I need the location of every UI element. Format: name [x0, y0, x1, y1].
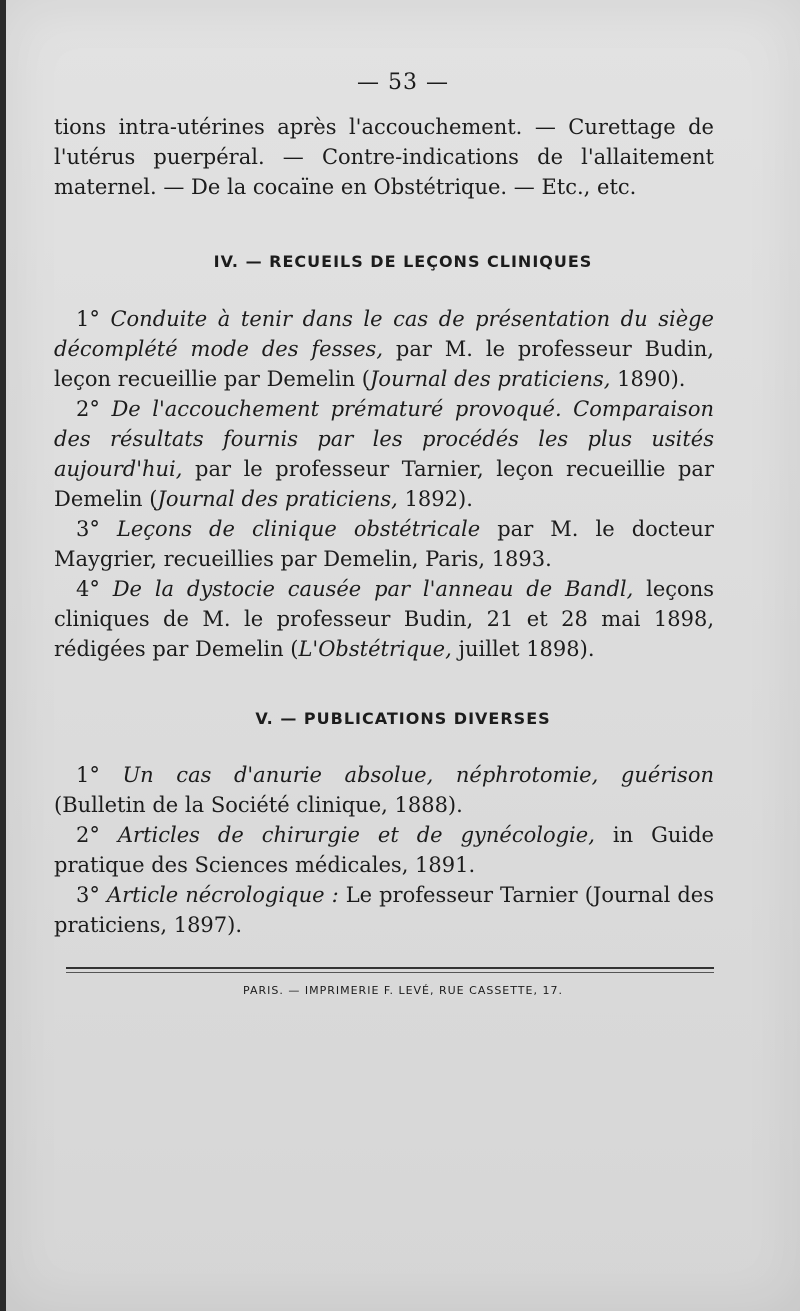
section-v-list: [54, 760, 714, 940]
item-title: Conduite à tenir dans le cas de présentation du siège décomplété mode des fesses,: [54, 307, 714, 361]
section-iv-heading: IV. — RECUEILS DE LEÇONS CLINIQUES: [213, 252, 593, 271]
item-text: in Guide pratique des Sciences médicales, 1891.: [54, 823, 714, 877]
intro-paragraph: tions intra-utérines après l'accouchement. — Curettage de l'utérus puerpéral. — Contre-indications de l'allaitement maternel. — De la cocaïne en Obstétrique. — Etc., etc.: [54, 115, 714, 199]
section-v-heading: V. — PUBLICATIONS DIVERSES: [255, 709, 551, 728]
item-number: 3°: [76, 883, 100, 907]
list-item: [54, 820, 714, 880]
item-text: Le professeur Tarnier (Journal des praticiens, 1897).: [54, 883, 714, 937]
list-item: [54, 394, 714, 514]
book-page: [6, 0, 800, 1311]
item-journal: Journal des praticiens,: [157, 487, 398, 511]
item-number: 2°: [76, 823, 100, 847]
item-text: par le professeur Tarnier, leçon recueillie par Demelin (: [54, 457, 714, 511]
item-number: 4°: [76, 577, 100, 601]
item-text: (Bulletin de la Société clinique, 1888).: [54, 793, 463, 817]
item-number: 1°: [76, 307, 100, 331]
section-iv-list: [54, 304, 714, 664]
page-number: — 53 —: [357, 70, 449, 95]
item-title: De l'accouchement prématuré provoqué. Comparaison des résultats fournis par les procédés les plus usités aujourd'hui,: [54, 397, 714, 481]
footer-rule: [66, 967, 714, 969]
item-journal: L'Obstétrique,: [298, 637, 452, 661]
item-text: leçons cliniques de M. le professeur Budin, 21 et 28 mai 1898, rédigées par Demelin (: [54, 577, 714, 661]
item-number: 2°: [76, 397, 100, 421]
list-item: [54, 880, 714, 940]
item-text-end: 1890).: [617, 367, 686, 391]
item-title: De la dystocie causée par l'anneau de Bandl,: [112, 577, 634, 601]
item-text-end: 1892).: [404, 487, 473, 511]
printer-imprint: PARIS. — IMPRIMERIE F. LEVÉ, RUE CASSETTE, 17.: [243, 984, 563, 997]
footer-rule-thin: [66, 972, 714, 973]
item-number: 3°: [76, 517, 100, 541]
item-text: par M. le docteur Maygrier, recueillies par Demelin, Paris, 1893.: [54, 517, 714, 571]
list-item: [54, 760, 714, 820]
item-title: Leçons de clinique obstétricale: [116, 517, 481, 541]
intro-block: [54, 112, 714, 202]
list-item: [54, 304, 714, 394]
item-text: par M. le professeur Budin, leçon recueillie par Demelin (: [54, 337, 714, 391]
item-journal: Journal des praticiens,: [370, 367, 611, 391]
item-text-end: juillet 1898).: [458, 637, 595, 661]
list-item: [54, 514, 714, 574]
item-title: Article nécrologique :: [106, 883, 339, 907]
item-title: Articles de chirurgie et de gynécologie,: [117, 823, 595, 847]
list-item: [54, 574, 714, 664]
item-title: Un cas d'anurie absolue, néphrotomie, guérison: [122, 763, 714, 787]
item-number: 1°: [76, 763, 100, 787]
